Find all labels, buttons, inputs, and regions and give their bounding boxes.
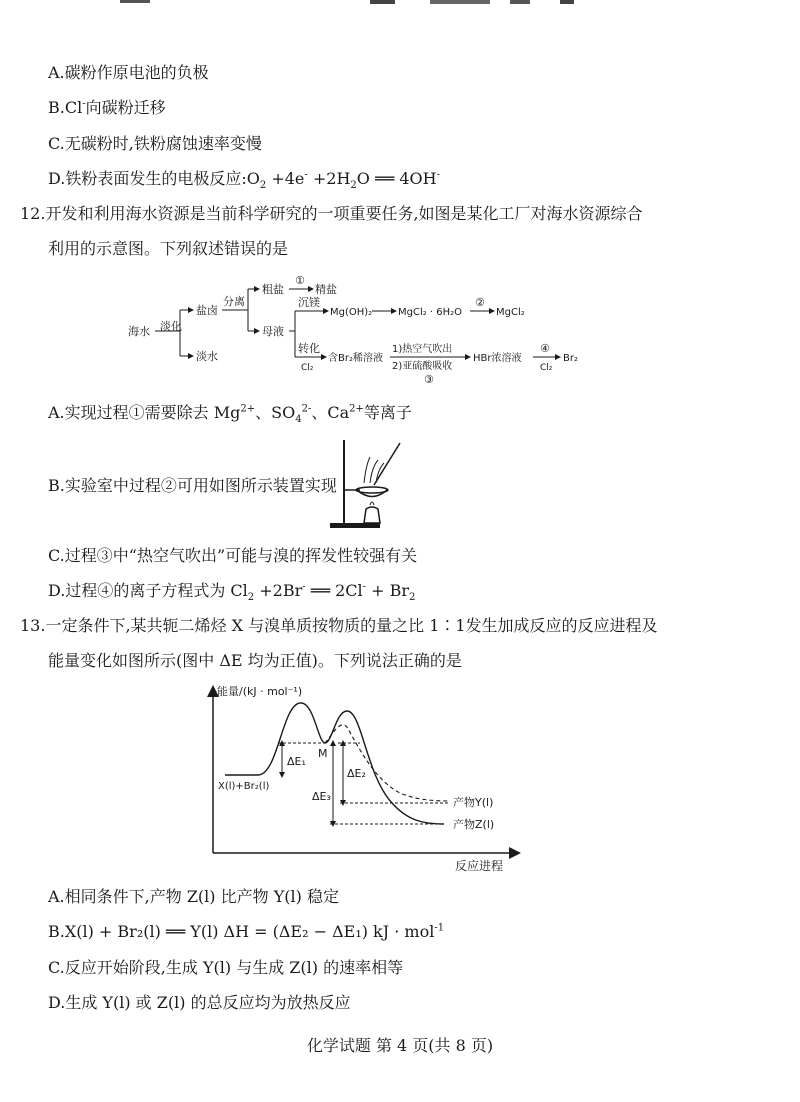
q12-stem-line2: 利用的示意图。下列叙述错误的是 <box>48 239 289 258</box>
flow-so2-absorb: 2)亚硫酸吸收 <box>392 361 453 372</box>
label-product-y: 产物Y(l) <box>453 796 494 809</box>
flow-hot-air: 1)热空气吹出 <box>392 344 453 355</box>
q12-option-b: B.实验室中过程②可用如图所示装置实现 <box>48 476 337 495</box>
flow-desal: 淡化 <box>160 320 182 333</box>
flow-mgcl2-6h2o: MgCl₂ · 6H₂O <box>398 307 463 318</box>
label-reactant: X(l)+Br₂(l) <box>218 781 270 792</box>
flow-precip-mg: 沉镁 <box>298 296 320 309</box>
q13-option-a: A.相同条件下,产物 Z(l) 比产物 Y(l) 稳定 <box>48 887 339 906</box>
flow-cl2-b: Cl₂ <box>540 363 553 373</box>
q12-option-d: D.过程④的离子方程式为 $Cl_2 +2Br^-$ ══ $2Cl^- + Br_2$ <box>48 581 416 604</box>
flow-mgcl2: MgCl₂ <box>496 307 525 318</box>
flow-freshwater: 淡水 <box>196 350 218 363</box>
curve-path-z <box>225 703 444 824</box>
q12-option-a: A.实现过程①需要除去 $Mg^{2+}$、$SO_4^{2-}$、$Ca^{2+}$等离子 <box>48 403 412 426</box>
q12-option-c: C.过程③中“热空气吹出”可能与溴的挥发性较强有关 <box>48 546 418 565</box>
q11-option-a: A.碳粉作原电池的负极 <box>48 63 209 82</box>
evaporation-apparatus-icon <box>330 435 410 535</box>
flow-br2: Br₂ <box>563 353 578 364</box>
q11-option-d: D.铁粉表面发生的电极反应$:O_2 +4e^- +2H_2O$ ══ 4OH- <box>48 169 440 192</box>
flow-separate: 分离 <box>223 295 245 308</box>
flow-hbr-conc: HBr浓溶液 <box>473 353 522 364</box>
y-axis-label: 能量/(kJ · mol⁻¹) <box>217 685 303 698</box>
q13-stem-line2: 能量变化如图所示(图中 ΔE 均为正值)。下列说法正确的是 <box>48 651 462 670</box>
flow-step4: ④ <box>540 342 550 355</box>
flow-fine-salt: 精盐 <box>315 283 337 296</box>
flow-crude-salt: 粗盐 <box>262 283 284 296</box>
q11-option-b: B.Cl-向碳粉迁移 <box>48 98 166 117</box>
curve-path-y <box>325 725 450 801</box>
label-de2: ΔE₂ <box>347 767 366 780</box>
label-product-z: 产物Z(l) <box>453 818 495 831</box>
flow-seawater: 海水 <box>128 325 150 338</box>
q12-stem-line1: 12.开发和利用海水资源是当前科学研究的一项重要任务,如图是某化工厂对海水资源综合 <box>20 204 643 223</box>
flow-mother-liquor: 母液 <box>262 325 284 338</box>
flow-br2-dilute: 含Br₂稀溶液 <box>328 353 383 364</box>
page-footer: 化学试题 第 4 页(共 8 页) <box>306 1036 494 1055</box>
label-de1: ΔE₁ <box>287 755 306 768</box>
q13-stem-line1: 13.一定条件下,某共轭二烯烃 X 与溴单质按物质的量之比 1∶1发生加成反应的反应进程及 <box>20 616 658 635</box>
label-de3: ΔE₃ <box>312 790 331 803</box>
energy-profile-diagram <box>0 675 800 875</box>
q11-option-c: C.无碳粉时,铁粉腐蚀速率变慢 <box>48 134 262 153</box>
label-m: M <box>318 747 328 760</box>
flow-mgoh2: Mg(OH)₂ <box>330 307 373 318</box>
flow-convert: 转化 <box>298 342 320 355</box>
q13-option-c: C.反应开始阶段,生成 Y(l) 与生成 Z(l) 的速率相等 <box>48 958 404 977</box>
flow-step2: ② <box>475 296 485 309</box>
flow-step1: ① <box>295 274 305 287</box>
flow-brine: 盐卤 <box>196 304 218 317</box>
q13-option-d: D.生成 Y(l) 或 Z(l) 的总反应均为放热反应 <box>48 993 351 1012</box>
q13-option-b: B.X(l) + Br₂(l) ══ Y(l) ΔH = (ΔE₂ − ΔE₁) kJ · mol$^{-1}$ <box>48 922 445 941</box>
flow-cl2-a: Cl₂ <box>301 363 314 373</box>
x-axis-label: 反应进程 <box>455 859 504 873</box>
flow-step3: ③ <box>424 373 434 386</box>
seawater-flow-diagram <box>0 0 800 400</box>
